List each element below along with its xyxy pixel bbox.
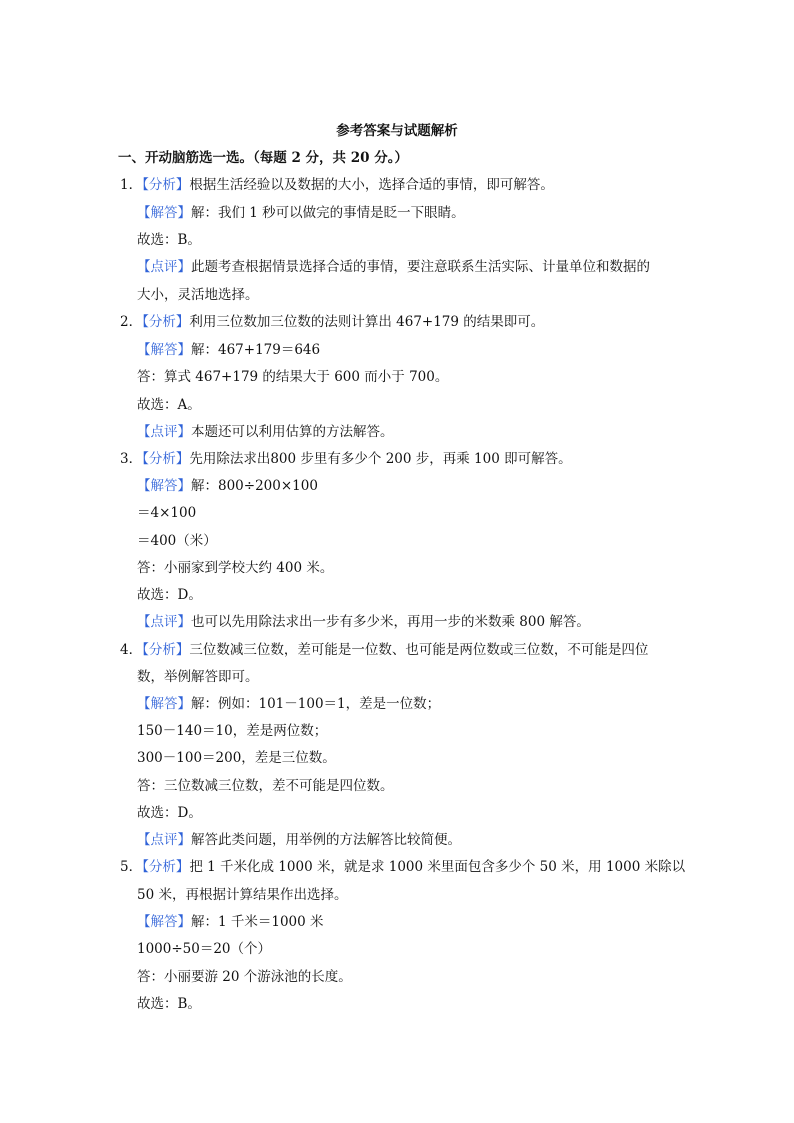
q4-choice: 故选：D。 <box>137 805 202 821</box>
q1-comment-continuation: 大小，灵活地选择。 <box>137 287 259 303</box>
q5-analysis-text: 把 1 千米化成 1000 米，就是求 1000 米里面包含多少个 50 米，用 1000 米除以 <box>189 859 686 875</box>
comment-tag: 【点评】 <box>137 424 191 440</box>
q2-answer-line <box>137 341 320 359</box>
q4-answer-line <box>137 695 440 713</box>
analysis-tag: 【分析】 <box>142 642 190 658</box>
q5-reply: 答：小丽要游 20 个游泳池的长度。 <box>137 969 352 985</box>
q4-step-2: 300－100＝200，差是三位数。 <box>137 750 336 766</box>
analysis-tag: 【分析】 <box>142 177 190 193</box>
q4-analysis-continuation: 数，举例解答即可。 <box>137 669 259 685</box>
q1-choice: 故选：B。 <box>137 232 201 248</box>
q5-number: 5． <box>120 859 143 875</box>
q2-comment-text: 本题还可以利用估算的方法解答。 <box>191 424 394 440</box>
q2-analysis-line <box>120 313 544 331</box>
q1-answer-text: 解：我们 1 秒可以做完的事情是眨一下眼睛。 <box>191 205 465 221</box>
q3-comment-line <box>137 613 590 631</box>
analysis-tag: 【分析】 <box>142 451 190 467</box>
q2-number: 2． <box>120 314 143 330</box>
analysis-tag: 【分析】 <box>142 314 190 330</box>
q1-comment-line <box>137 258 650 276</box>
q3-analysis-text: 先用除法求出800 步里有多少个 200 步，再乘 100 即可解答。 <box>189 451 572 467</box>
q3-number: 3． <box>120 451 143 467</box>
q4-reply: 答：三位数减三位数，差不可能是四位数。 <box>137 778 394 794</box>
q5-answer-line <box>137 913 324 931</box>
answer-tag: 【解答】 <box>137 478 191 494</box>
q1-number: 1． <box>120 177 143 193</box>
q3-answer-text: 解：800÷200×100 <box>191 478 318 494</box>
q1-answer-line <box>137 204 465 222</box>
answer-tag: 【解答】 <box>137 914 191 930</box>
answer-tag: 【解答】 <box>137 696 191 712</box>
q3-comment-text: 也可以先用除法求出一步有多少米，再用一步的米数乘 800 解答。 <box>191 614 590 630</box>
q4-comment-text: 解答此类问题，用举例的方法解答比较简便。 <box>191 832 461 848</box>
q1-analysis-line <box>120 176 554 194</box>
comment-tag: 【点评】 <box>137 259 191 275</box>
q4-answer-text: 解：例如：101－100＝1，差是一位数； <box>191 696 441 712</box>
q4-number: 4． <box>120 642 143 658</box>
q3-analysis-line <box>120 450 572 468</box>
q3-reply: 答：小丽家到学校大约 400 米。 <box>137 560 334 576</box>
q4-analysis-text: 三位数减三位数，差可能是一位数、也可能是两位数或三位数，不可能是四位 <box>189 642 649 658</box>
q2-choice: 故选：A。 <box>137 397 201 413</box>
q4-analysis-line <box>120 641 648 659</box>
answer-tag: 【解答】 <box>137 205 191 221</box>
q5-analysis-continuation: 50 米，再根据计算结果作出选择。 <box>137 887 348 903</box>
q5-choice: 故选：B。 <box>137 996 201 1012</box>
comment-tag: 【点评】 <box>137 832 191 848</box>
q3-choice: 故选：D。 <box>137 587 202 603</box>
analysis-tag: 【分析】 <box>142 859 190 875</box>
page-title: 参考答案与试题解析 <box>336 123 458 139</box>
q1-comment-text: 此题考查根据情景选择合适的事情，要注意联系生活实际、计量单位和数据的 <box>191 259 650 275</box>
q4-step-1: 150－140＝10，差是两位数； <box>137 723 328 739</box>
q5-answer-text: 解：1 千米＝1000 米 <box>191 914 324 930</box>
q4-comment-line <box>137 831 461 849</box>
q2-reply: 答：算式 467+179 的结果大于 600 而小于 700。 <box>137 369 449 385</box>
q2-comment-line <box>137 423 394 441</box>
q5-analysis-line <box>120 858 685 876</box>
answer-tag: 【解答】 <box>137 342 191 358</box>
q2-answer-text: 解：467+179＝646 <box>191 342 321 358</box>
q2-analysis-text: 利用三位数加三位数的法则计算出 467+179 的结果即可。 <box>189 314 545 330</box>
q3-step-1: ＝4×100 <box>137 505 197 521</box>
section-heading: 一、开动脑筋选一选。（每题 2 分，共 20 分。） <box>118 150 408 166</box>
q3-answer-line <box>137 477 318 495</box>
q3-step-2: ＝400（米） <box>137 533 217 549</box>
comment-tag: 【点评】 <box>137 614 191 630</box>
q1-analysis-text: 根据生活经验以及数据的大小，选择合适的事情，即可解答。 <box>189 177 554 193</box>
q5-step-1: 1000÷50＝20（个） <box>137 941 272 957</box>
